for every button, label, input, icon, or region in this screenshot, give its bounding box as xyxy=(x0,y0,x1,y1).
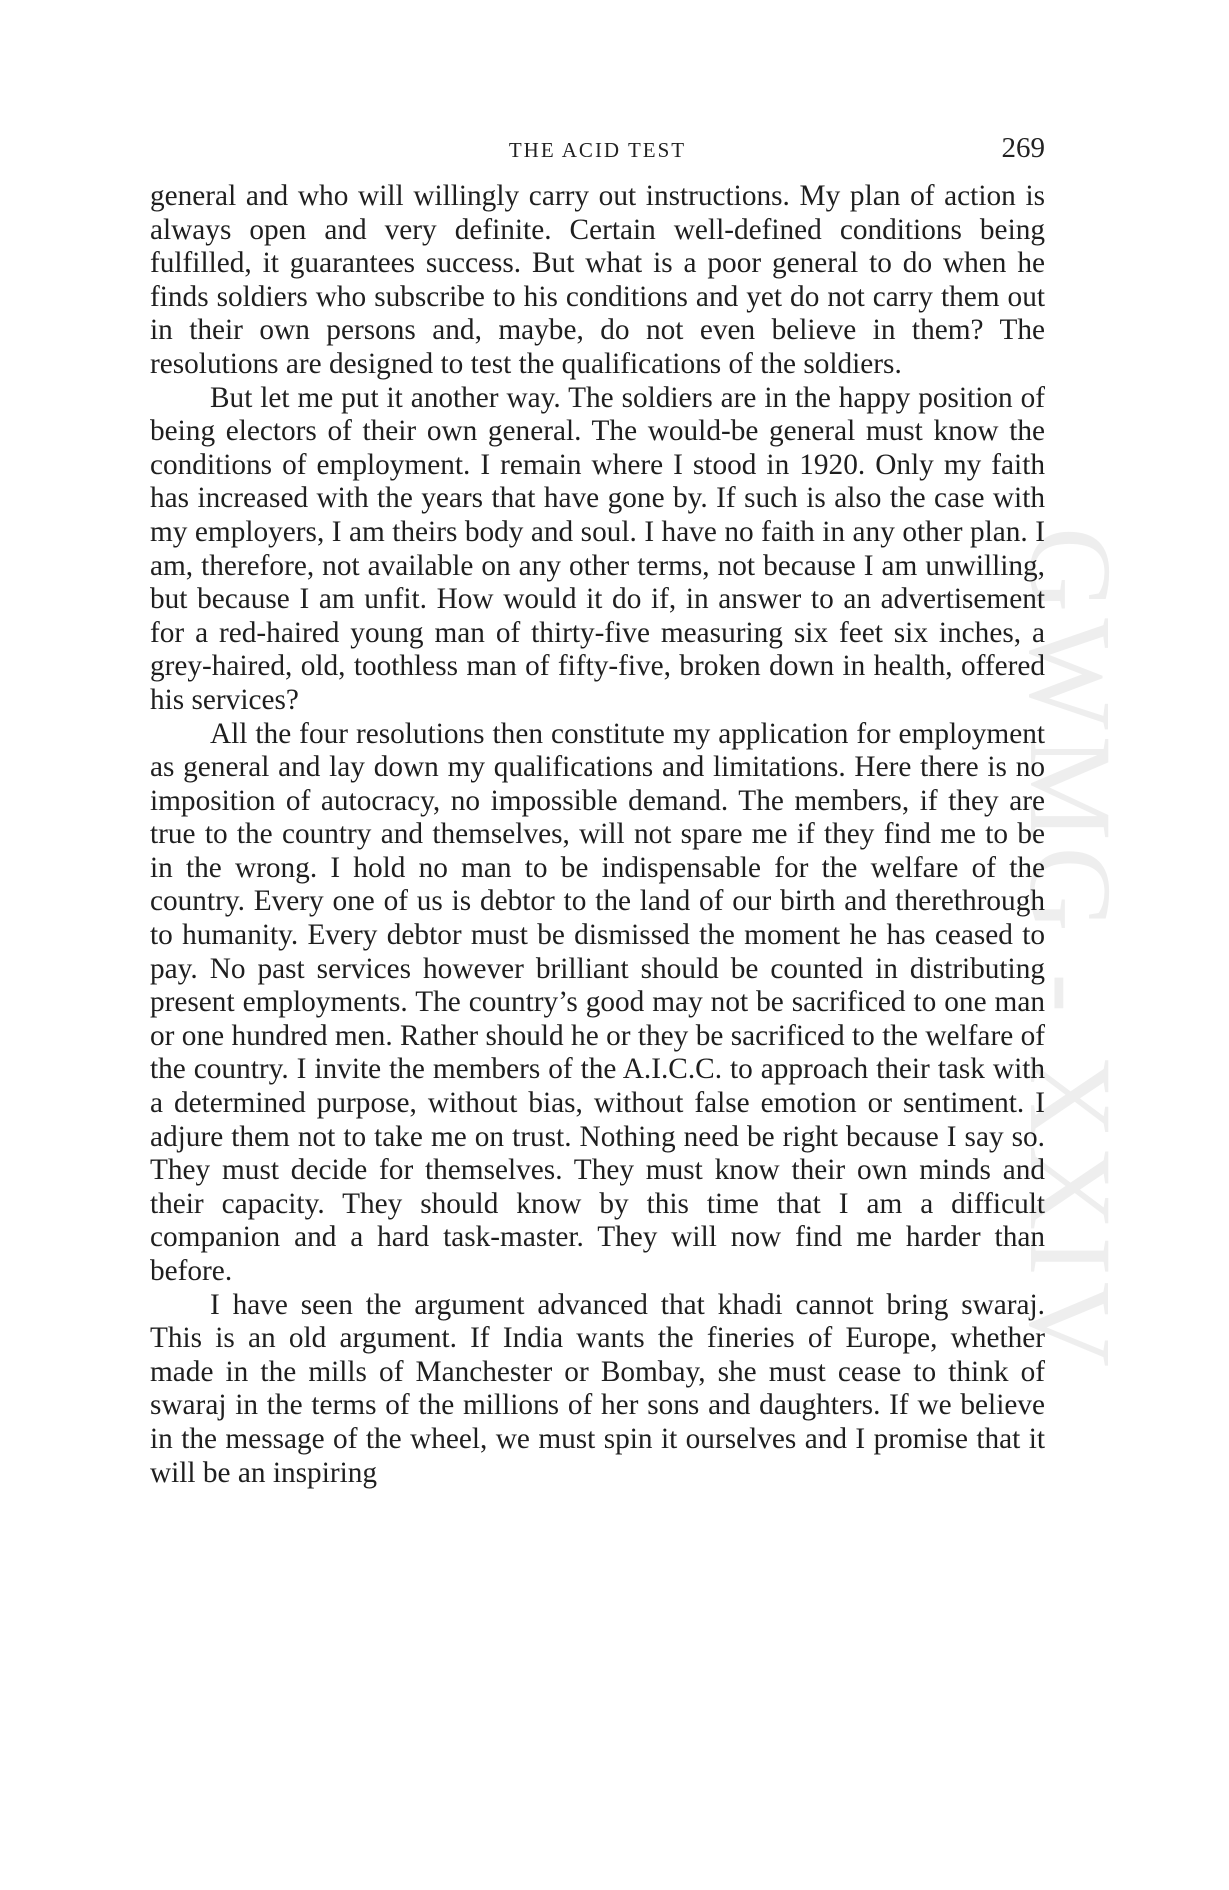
paragraph-1: general and who will willingly carry out instructions. My plan of action is always open and very definite. Certain well-defined conditions being fulfilled, it guarantees success. But what is a poor general to do when he finds soldiers who subscribe to his conditions and yet do not carry them out in their own persons and, maybe, do not even believe in them? The resolutions are designed to test the qualifications of the soldiers. xyxy=(150,180,1045,380)
paragraph-3: All the four resolutions then constitute my application for employment as general and lay down my qualifications and limitations. Here there is no imposition of autocracy, no impossible demand. The members, if they are true to the country and themselves, will not spare me if they find me to be in the wrong. I hold no man to be indispensable for the welfare of the country. Every one of us is debtor to the land of our birth and therethrough to humanity. Every debtor must be dismissed the moment he has ceased to pay. No past services however brilliant should be counted in distributing present employments. The country’s good may not be sacrificed to one man or one hundred men. Rather should he or they be sacrificed to the welfare of the country. I invite the members of the A.I.C.C. to approach their task with a determined purpose, without bias, without false emotion or sentiment. I adjure them not to take me on trust. Nothing need be right because I say so. They must decide for themselves. They must know their own minds and their capacity. They should know by this time that I am a difficult companion and a hard task-master. They will now find me harder than before. xyxy=(150,717,1045,1287)
running-head xyxy=(150,132,1045,172)
body-text xyxy=(150,180,1045,1490)
running-title: THE ACID TEST xyxy=(508,138,687,162)
paragraph-4: I have seen the argument advanced that khadi cannot bring swaraj. This is an old argument. If India wants the fineries of Europe, whether made in the mills of Manchester or Bombay, she must cease to think of swaraj in the terms of the millions of her sons and daughters. If we believe in the message of the wheel, we must spin it ourselves and I promise that it will be an inspiring xyxy=(150,1288,1045,1489)
paragraph-2: But let me put it another way. The soldiers are in the happy position of being electors of their own general. The would-be general must know the conditions of employment. I remain where I stood in 1920. Only my faith has increased with the years that have gone by. If such is also the case with my employers, I am theirs body and soul. I have no faith in any other plan. I am, therefore, not available on any other terms, not because I am unwilling, but because I am unfit. How would it do if, in answer to an advertisement for a red-haired young man of thirty-five measuring six feet six inches, a grey-haired, old, toothless man of fifty-five, broken down in health, offered his services? xyxy=(150,381,1045,716)
watermark-text: GWMG - XXIV xyxy=(1005,527,1136,1373)
page-number: 269 xyxy=(1001,132,1045,164)
